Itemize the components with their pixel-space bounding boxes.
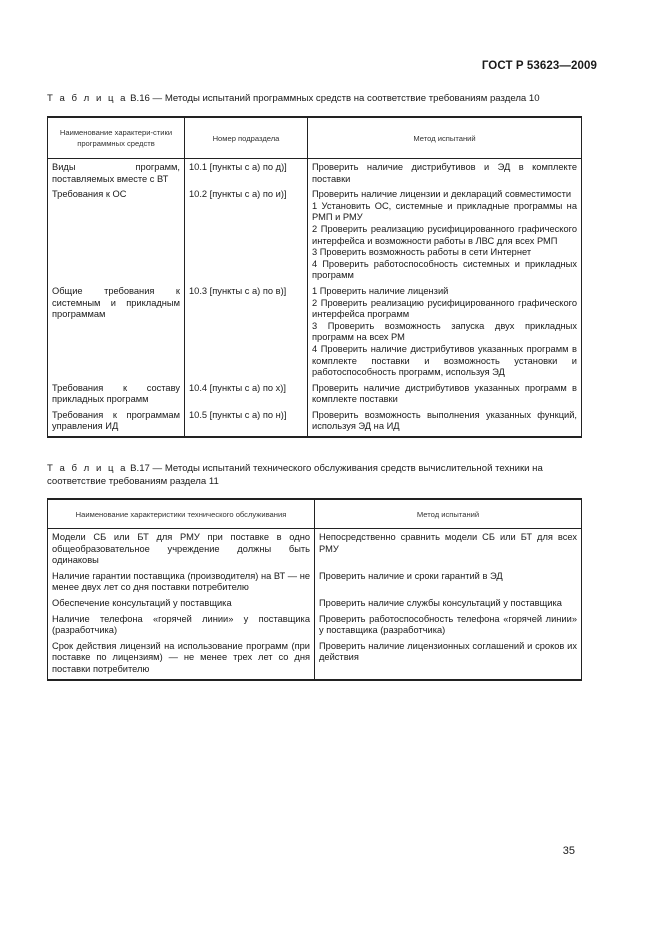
column-header-subsection: Номер подраздела <box>185 117 308 159</box>
cell-characteristic: Требования к программам управления ИД <box>48 409 185 437</box>
cell-subsection: 10.3 [пункты с а) по в)] <box>185 285 308 382</box>
cell-method: Проверить наличие и сроки гарантий в ЭД <box>315 570 582 597</box>
column-header-method: Метод испытаний <box>308 117 582 159</box>
table-row <box>48 597 582 613</box>
table-17 <box>47 498 582 681</box>
cell-method: 1 Проверить наличие лицензий 2 Проверить реализацию русифицированного графического интерфейса программ 3 Проверить возможность запуска двух прикладных программ на всех РМ 4 Проверить наличие дистрибутивов указанных программ в комплекте поставки и возможность установки и работоспособность программ, используя ЭД <box>308 285 582 382</box>
cell-subsection: 10.2 [пункты с а) по и)] <box>185 188 308 285</box>
cell-subsection: 10.4 [пункты с а) по х)] <box>185 382 308 409</box>
table-16-header-row <box>48 117 582 159</box>
cell-characteristic: Наличие телефона «горячей линии» у поставщика (разработчика) <box>48 613 315 640</box>
table-row <box>48 159 582 189</box>
cell-characteristic: Виды программ, поставляемых вместе с ВТ <box>48 159 185 189</box>
table-row <box>48 382 582 409</box>
table-16 <box>47 116 582 438</box>
cell-characteristic: Наличие гарантии поставщика (производителя) на ВТ — не менее двух лет со дня поставки потребителю <box>48 570 315 597</box>
table-row <box>48 409 582 437</box>
cell-characteristic: Срок действия лицензий на использование программ (при поставке по лицензиям) — не менее трех лет со дня поставки потребителю <box>48 640 315 680</box>
table-16-title: В.16 — Методы испытаний программных средств на соответствие требованиям раздела 10 <box>130 93 540 104</box>
cell-characteristic: Общие требования к системным и прикладным программам <box>48 285 185 382</box>
cell-method: Проверить наличие дистрибутивов и ЭД в комплекте поставки <box>308 159 582 189</box>
cell-method: Проверить наличие службы консультаций у поставщика <box>315 597 582 613</box>
table-17-title: В.17 — Методы испытаний технического обслуживания средств вычислительной техники на соответствие требованиям раздела 11 <box>47 463 543 487</box>
table-row <box>48 285 582 382</box>
page-number: 35 <box>562 845 575 857</box>
table-16-label: Т а б л и ц а <box>47 93 128 104</box>
table-17-caption <box>47 462 587 488</box>
table-row <box>48 529 582 570</box>
column-header-maintenance-characteristic: Наименование характеристики технического обслуживания <box>48 499 315 529</box>
column-header-method: Метод испытаний <box>315 499 582 529</box>
cell-method: Проверить работоспособность телефона «горячей линии» у поставщика (разработчика) <box>315 613 582 640</box>
cell-characteristic: Требования к ОС <box>48 188 185 285</box>
cell-subsection: 10.5 [пункты с а) по н)] <box>185 409 308 437</box>
cell-method: Проверить наличие лицензионных соглашений и сроков их действия <box>315 640 582 680</box>
table-row <box>48 640 582 680</box>
cell-method: Проверить возможность выполнения указанных функций, используя ЭД на ИД <box>308 409 582 437</box>
table-row <box>48 613 582 640</box>
cell-method: Проверить наличие лицензии и деклараций совместимости 1 Установить ОС, системные и прикладные программы на РМП и РМУ 2 Проверить реализацию русифицированного графического интерфейса и возможности работы в ЛВС для всех РМП 3 Проверить возможность работы в сети Интернет 4 Проверить работоспособность системных и прикладных программ <box>308 188 582 285</box>
column-header-characteristic: Наименование характери-стики программных средств <box>48 117 185 159</box>
table-row <box>48 188 582 285</box>
cell-method: Непосредственно сравнить модели СБ или БТ для всех РМУ <box>315 529 582 570</box>
table-row <box>48 570 582 597</box>
cell-characteristic: Требования к составу прикладных программ <box>48 382 185 409</box>
cell-subsection: 10.1 [пункты с а) по д)] <box>185 159 308 189</box>
table-17-header-row <box>48 499 582 529</box>
cell-method: Проверить наличие дистрибутивов указанных программ в комплекте поставки <box>308 382 582 409</box>
cell-characteristic: Обеспечение консультаций у поставщика <box>48 597 315 613</box>
cell-characteristic: Модели СБ или БТ для РМУ при поставке в одно общеобразовательное учреждение должны быть одинаковы <box>48 529 315 570</box>
document-code: ГОСТ Р 53623—2009 <box>481 60 597 72</box>
table-16-caption <box>47 92 587 105</box>
table-17-label: Т а б л и ц а <box>47 463 128 474</box>
